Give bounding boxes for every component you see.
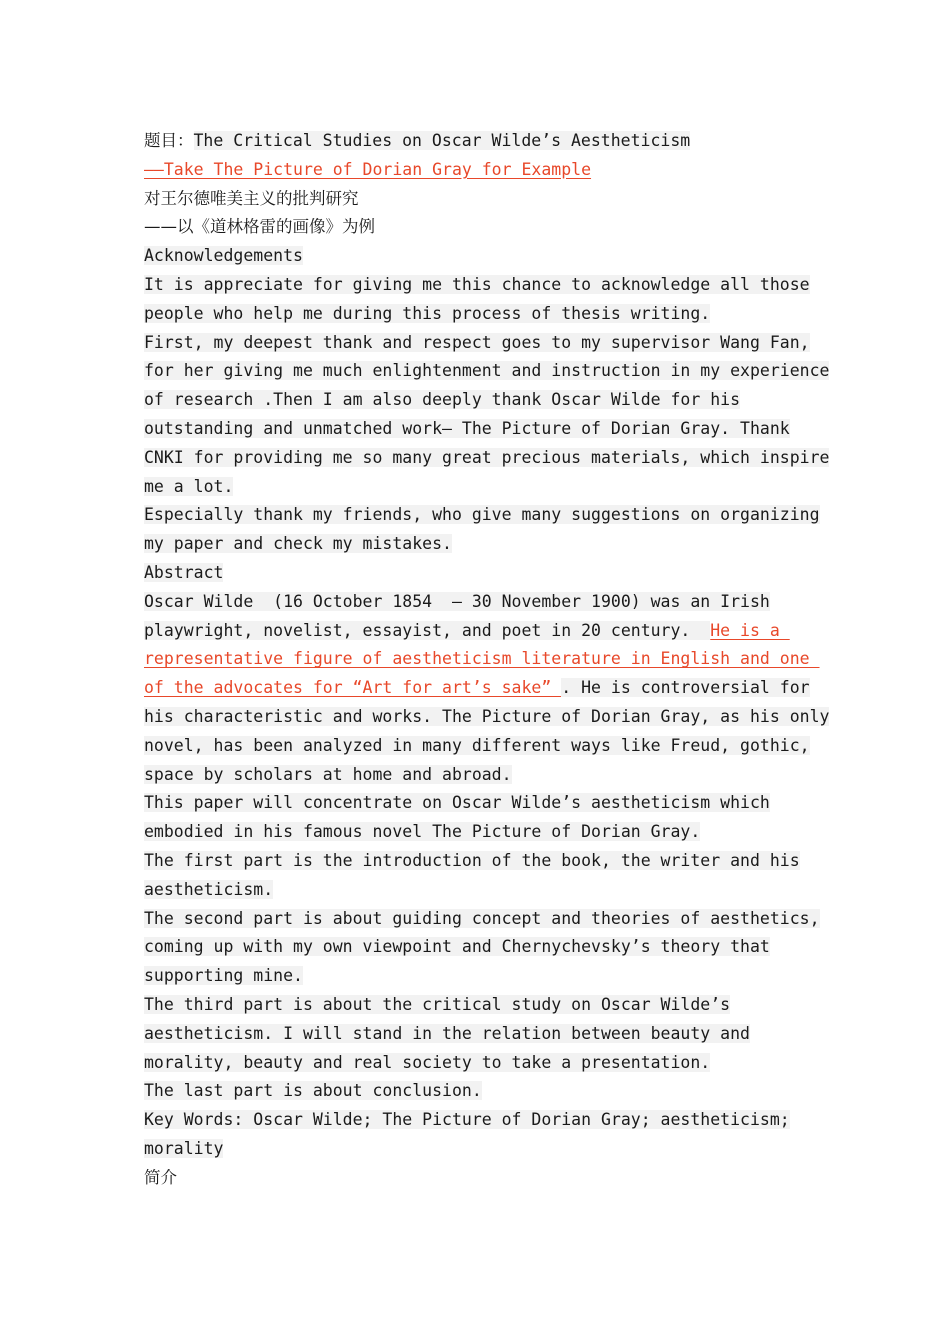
title-line (144, 127, 814, 156)
chinese-title: 对王尔德唯美主义的批判研究 (144, 188, 359, 208)
abstract-line: The second part is about guiding concept and theories of aesthetics, (144, 908, 820, 928)
abstract-line: The third part is about the critical study on Oscar Wilde’s (144, 994, 731, 1014)
acknowledgements-heading: Acknowledgements (144, 246, 303, 266)
abstract-heading: Abstract (144, 562, 224, 582)
ack-line: outstanding and unmatched work— The Picture of Dorian Gray. Thank (144, 418, 790, 438)
abstract-line: novel, has been analyzed in many different ways like Freud, gothic, (144, 735, 810, 755)
abstract-line: This paper will concentrate on Oscar Wilde’s aestheticism which (144, 793, 770, 813)
title-english: The Critical Studies on Oscar Wilde’s Aestheticism (193, 131, 691, 150)
ack-line: me a lot. (144, 476, 234, 496)
title-subtitle: ——Take The Picture of Dorian Gray for Example (144, 159, 592, 179)
intro-heading: 简介 (144, 1167, 177, 1187)
abstract-line (144, 645, 820, 674)
key-words-line: morality (144, 1138, 224, 1158)
abstract-line: embodied in his famous novel The Picture of Dorian Gray. (144, 822, 701, 842)
title-label: 题目： (144, 131, 194, 150)
ack-line: CNKI for providing me so many great precious materials, which inspire (144, 447, 830, 467)
ack-line: Especially thank my friends, who give many suggestions on organizing (144, 505, 820, 525)
abstract-line: aestheticism. I will stand in the relation between beauty and (144, 1023, 750, 1043)
ack-line: It is appreciate for giving me this chance to acknowledge all those (144, 274, 810, 294)
abstract-highlight: representative figure of aestheticism literature in English and one (144, 649, 820, 669)
abstract-line: space by scholars at home and abroad. (144, 764, 512, 784)
abstract-line: playwright, novelist, essayist, and poet in 20 century. He is a (144, 620, 790, 640)
abstract-line: his characteristic and works. The Picture of Dorian Gray, as his only (144, 706, 830, 726)
ack-line: for her giving me much enlightenment and instruction in my experience (144, 361, 830, 381)
abstract-line: morality, beauty and real society to take a presentation. (144, 1052, 711, 1072)
ack-line: people who help me during this process of thesis writing. (144, 303, 711, 323)
document-page (144, 127, 830, 1192)
ack-line: my paper and check my mistakes. (144, 534, 452, 554)
abstract-highlight: He is a (710, 620, 790, 640)
key-words-line: Key Words: Oscar Wilde; The Picture of Dorian Gray; aestheticism; (144, 1110, 790, 1130)
abstract-line: The last part is about conclusion. (144, 1081, 482, 1101)
abstract-line: coming up with my own viewpoint and Chernychevsky’s theory that (144, 937, 770, 957)
abstract-line: The first part is the introduction of the book, the writer and his (144, 850, 800, 870)
subtitle-line (144, 156, 814, 185)
abstract-line: Oscar Wilde (16 October 1854 – 30 November 1900) was an Irish (144, 591, 770, 611)
abstract-line: supporting mine. (144, 966, 303, 986)
ack-line: of research .Then I am also deeply thank Oscar Wilde for his (144, 390, 741, 410)
abstract-highlight: of the advocates for “Art for art’s sake” (144, 678, 562, 698)
abstract-line: aestheticism. (144, 879, 274, 899)
abstract-line: of the advocates for “Art for art’s sake” . He is controversial for (144, 678, 810, 698)
chinese-subtitle: ——以《道林格雷的画像》为例 (144, 217, 375, 237)
ack-line: First, my deepest thank and respect goes to my supervisor Wang Fan, (144, 332, 810, 352)
